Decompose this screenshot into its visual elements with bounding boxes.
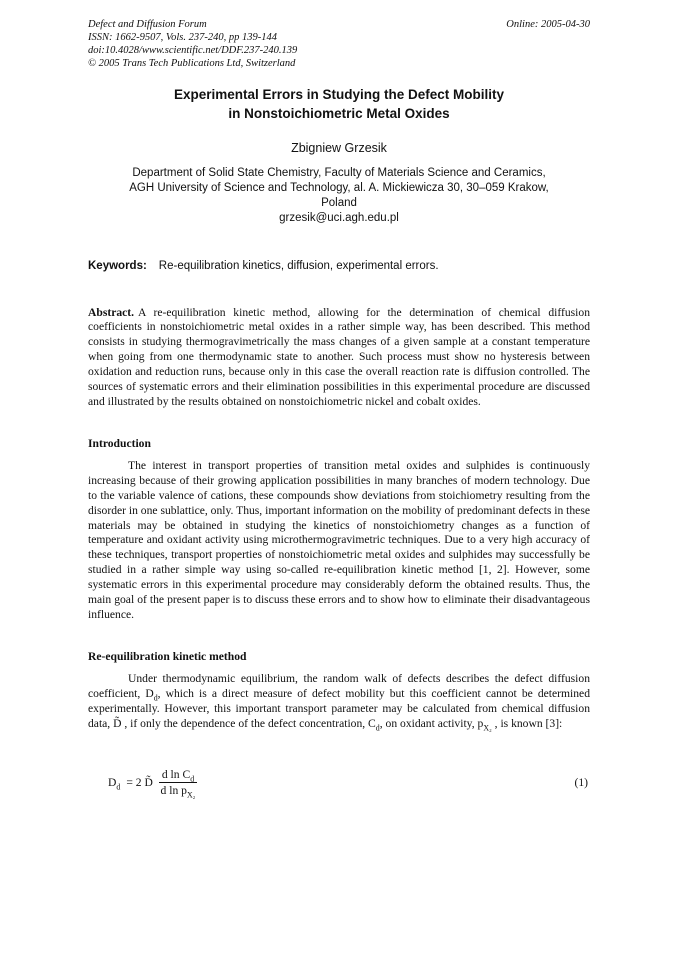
affiliation-line3: Poland: [321, 197, 357, 210]
eq-lhs-base: D: [108, 775, 117, 789]
journal-doi: doi:10.4028/www.scientific.net/DDF.237-240.139: [88, 45, 298, 57]
eq-denominator: [159, 783, 197, 800]
affiliation-line1: Department of Solid State Chemistry, Faculty of Materials Science and Ceramics,: [132, 166, 546, 179]
author-name: Zbigniew Grzesik: [291, 140, 387, 155]
paper-title: [88, 86, 590, 124]
eq-mid: = 2 D̃: [126, 775, 153, 789]
journal-issn: ISSN: 1662-9507, Vols. 237-240, pp 139-144: [88, 32, 277, 44]
affiliation-line2: AGH University of Science and Technology, al. A. Mickiewicza 30, 30–059 Krakow,: [129, 182, 549, 195]
eq-fraction: [159, 767, 197, 800]
eq-lhs: [108, 775, 121, 792]
journal-name: Defect and Diffusion Forum: [88, 19, 207, 30]
abstract-label: Abstract.: [88, 305, 135, 319]
equation-1: [88, 767, 590, 800]
method-paragraph: Under thermodynamic equilibrium, the random walk of defects describes the defect diffusion coefficient, $D_d$, which is a direct measure of defect mobility but this coefficient cannot be determined experimentally. However, this important transport parameter may be calculated from chemical diffusion data, D̃ , if only the dependence of the defect concentration, $C_d$, on oxidant activity, $p_{X_2}$ , is known [3]:: [88, 672, 590, 733]
paper-title-line2: in Nonstoichiometric Metal Oxides: [228, 105, 450, 121]
eq-den-sub: X₂: [186, 790, 196, 800]
eq-num-base: d ln C: [161, 767, 191, 781]
section-heading-introduction: Introduction: [88, 437, 151, 451]
abstract-text: A re-equilibration kinetic method, allowing for the determination of chemical diffusion coefficients in nonstoichiometric metal oxides in a rather simple way, has been described. This method consists in studying thermogravimetrically the mass changes of a given sample at a constant temperature when going from one thermodynamic state to another. Such process must show no hysteresis between oxidation and reduction runs, because only in this case the overall reaction rate is diffusion controlled. The sources of systematic errors and their elimination possibilities in this experimental procedure are discussed and illustrated by the results obtained on nonstoichiometric nickel and cobalt oxides.: [88, 305, 590, 408]
online-date: Online: 2005-04-30: [506, 19, 590, 30]
eq-numerator: [159, 768, 197, 783]
journal-info: [88, 18, 297, 70]
section-heading-method: Re-equilibration kinetic method: [88, 650, 247, 664]
journal-header: [88, 18, 590, 70]
equation-number: (1): [574, 775, 588, 789]
eq-num-sub: d: [190, 774, 195, 784]
affiliation-block: [88, 166, 590, 227]
abstract: [88, 306, 590, 410]
paper-title-line1: Experimental Errors in Studying the Defect Mobility: [173, 87, 505, 103]
introduction-paragraph: The interest in transport properties of transition metal oxides and sulphides is continuously increasing because of their growing application possibilities in many branches of modern technology. Due to the variable valence of cations, these compounds show deviations from stoichiometry resulting from the disorder in one sublattice, only. Thus, important information on the mobility of predominant defects in these materials may be obtained in studying the kinetics of nonstoichiometry changes as a function of temperature and oxidant activity using microthermogravimetric techniques. Due to a very high accuracy of these techniques, transport properties of nonstoichiometric metal oxides and sulphides may successfully be studied in a rather simple way using so-called re-equilibration kinetic method [1, 2]. However, some systematic errors in this experimental procedure may considerably deform the obtained results. Thus, the main goal of the present paper is to discuss these errors and to show how to eliminate their disadvantageous influence.: [88, 459, 590, 621]
keywords-label: Keywords:: [88, 259, 147, 272]
keywords-line: [88, 260, 590, 272]
keywords-text: Re-equilibration kinetics, diffusion, experimental errors.: [158, 259, 439, 272]
eq-den-base: d ln p: [160, 783, 187, 797]
author-email: grzesik@uci.agh.edu.pl: [279, 212, 399, 225]
journal-copyright: © 2005 Trans Tech Publications Ltd, Switzerland: [88, 58, 296, 70]
equation-content: [108, 767, 197, 800]
eq-lhs-sub: d: [116, 782, 121, 792]
